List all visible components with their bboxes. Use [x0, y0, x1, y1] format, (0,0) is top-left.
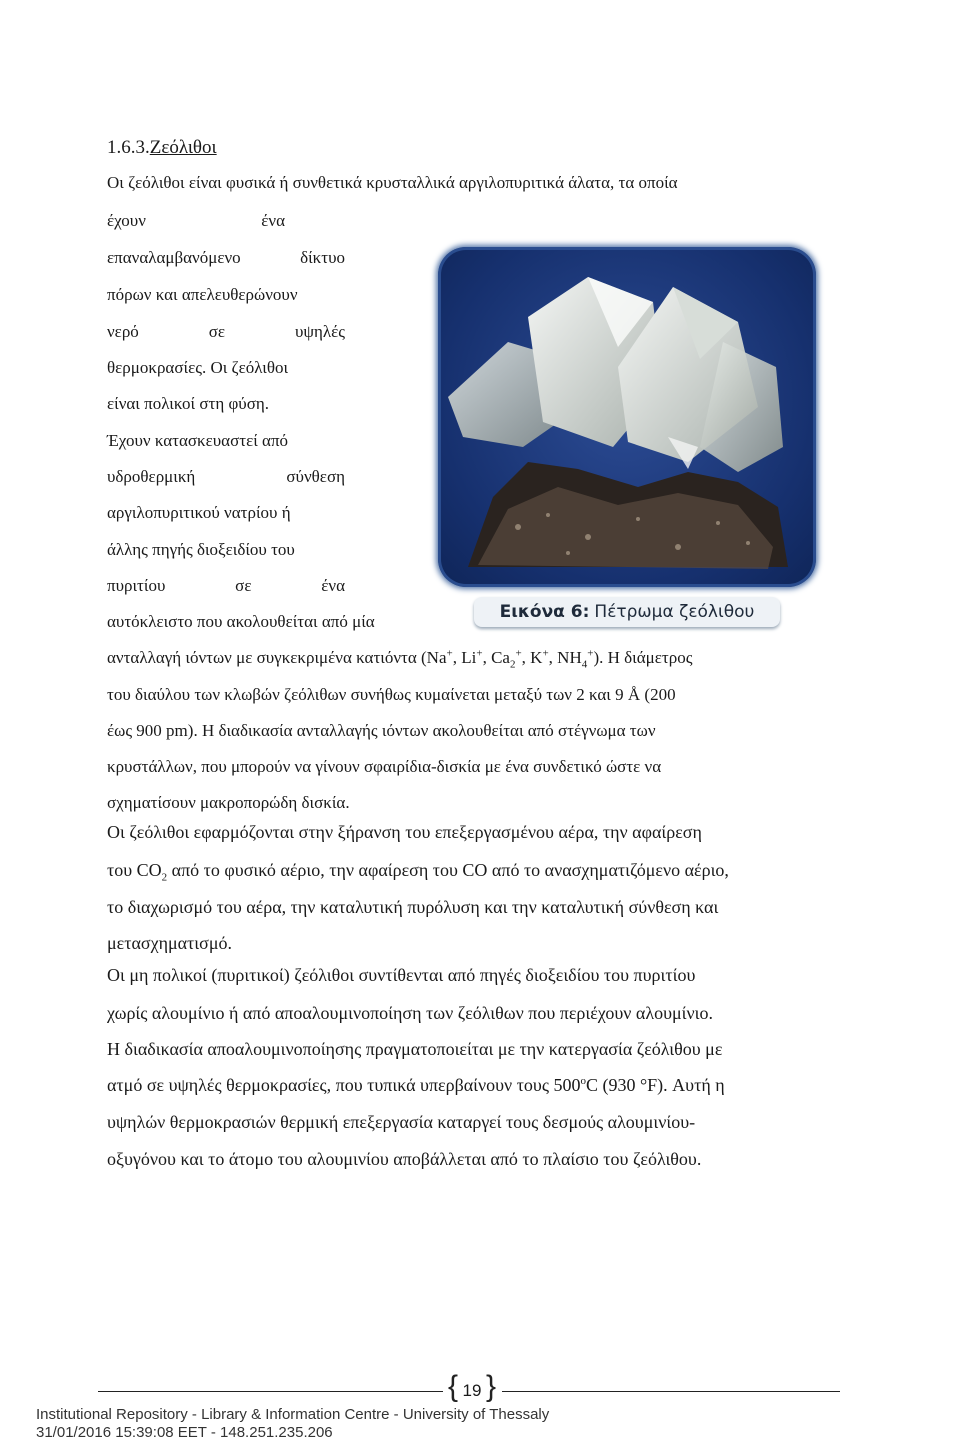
text-line: Η διαδικασία αποαλουμινοποίησης πραγματοποιείται με την κατεργασία ζεόλιθου με	[107, 1039, 723, 1059]
text-line: έχουν ένα	[107, 211, 285, 230]
text-line: αργιλοπυριτικού νατρίου ή	[107, 503, 291, 522]
caption-label: Εικόνα 6:	[499, 602, 590, 622]
text-line: άλλης πηγής διοξειδίου του	[107, 540, 295, 559]
text-line: πόρων και απελευθερώνουν	[107, 285, 298, 304]
timestamp-watermark: 31/01/2016 15:39:08 EET - 148.251.235.206	[36, 1424, 333, 1441]
text-line: υδροθερμική σύνθεση	[107, 467, 345, 486]
text-line: το διαχωρισμό του αέρα, την καταλυτική πυρόλυση και την καταλυτική σύνθεση και	[107, 897, 719, 917]
section-heading	[107, 137, 217, 159]
text-line: Οι ζεόλιθοι είναι φυσικά ή συνθετικά κρυσταλλικά αργιλοπυριτικά άλατα, τα οποία	[107, 173, 678, 192]
text-line: αυτόκλειστο που ακολουθείται από μία	[107, 612, 375, 631]
repository-watermark: Institutional Repository - Library & Information Centre - University of Thessaly	[36, 1406, 550, 1423]
text-line: Οι μη πολικοί (πυριτικοί) ζεόλιθοι συντίθενται από πηγές διοξειδίου του πυριτίου	[107, 965, 696, 985]
section-title: Ζεόλιθοι	[149, 137, 217, 158]
text-line: είναι πολικοί στη φύση.	[107, 394, 270, 413]
text-line: επαναλαμβανόμενο δίκτυο	[107, 248, 345, 267]
section-number: 1.6.3.	[107, 137, 150, 158]
figure-caption	[474, 597, 780, 627]
text-line: πυριτίου σε ένα	[107, 576, 345, 595]
brace-left-icon: {	[448, 1370, 459, 1403]
text-line: θερμοκρασίες. Οι ζεόλιθοι	[107, 358, 289, 377]
text-line: χωρίς αλουμίνιο ή από αποαλουμινοποίηση των ζεόλιθων που περιέχουν αλουμίνιο.	[107, 1003, 713, 1023]
footer-rule-left	[98, 1391, 443, 1392]
text-line: έως 900 pm). Η διαδικασία ανταλλαγής ιόντων ακολουθείται από στέγνωμα των	[107, 721, 656, 740]
text-line: Έχουν κατασκευαστεί από	[107, 431, 289, 450]
footer-rule-right	[502, 1391, 840, 1392]
page-number: { 19 }	[448, 1370, 496, 1403]
text-line: οξυγόνου και το άτομο του αλουμινίου αποβάλλεται από το πλαίσιο του ζεόλιθου.	[107, 1149, 702, 1169]
text-line: ατμό σε υψηλές θερμοκρασίες, που τυπικά υπερβαίνουν τους 500$^o$C (930 °F). Αυτή η	[107, 1075, 725, 1095]
zeolite-crystal-image	[438, 247, 816, 587]
text-line: μετασχηματισμό.	[107, 933, 232, 953]
text-line: Οι ζεόλιθοι εφαρμόζονται στην ξήρανση του επεξεργασμένου αέρα, την αφαίρεση	[107, 822, 702, 842]
brace-right-icon: }	[485, 1370, 496, 1403]
text-line: κρυστάλλων, που μπορούν να γίνουν σφαιρίδια-δισκία με ένα συνδετικό ώστε να	[107, 757, 662, 776]
text-line: σχηματίσουν μακροπορώδη δισκία.	[107, 793, 350, 812]
text-line: ανταλλαγή ιόντων με συγκεκριμένα κατιόντα (Na+, Li+, $Ca_2^+$, K+, $NH_4^+$). Η διάμετρος	[107, 647, 693, 671]
zeolite-photo	[438, 247, 816, 587]
text-line: νερό σε υψηλές	[107, 322, 345, 341]
caption-text: Πέτρωμα ζεόλιθου	[594, 602, 755, 622]
text-line: υψηλών θερμοκρασιών θερμική επεξεργασία καταργεί τους δεσμούς αλουμινίου-	[107, 1112, 696, 1132]
text-line: του διαύλου των κλωβών ζεόλιθων συνήθως κυμαίνεται μεταξύ των 2 και 9 Å (200	[107, 685, 676, 704]
text-line: του $CO_2$ από το φυσικό αέριο, την αφαίρεση του CO από το ανασχηματιζόμενο αέριο,	[107, 860, 729, 884]
